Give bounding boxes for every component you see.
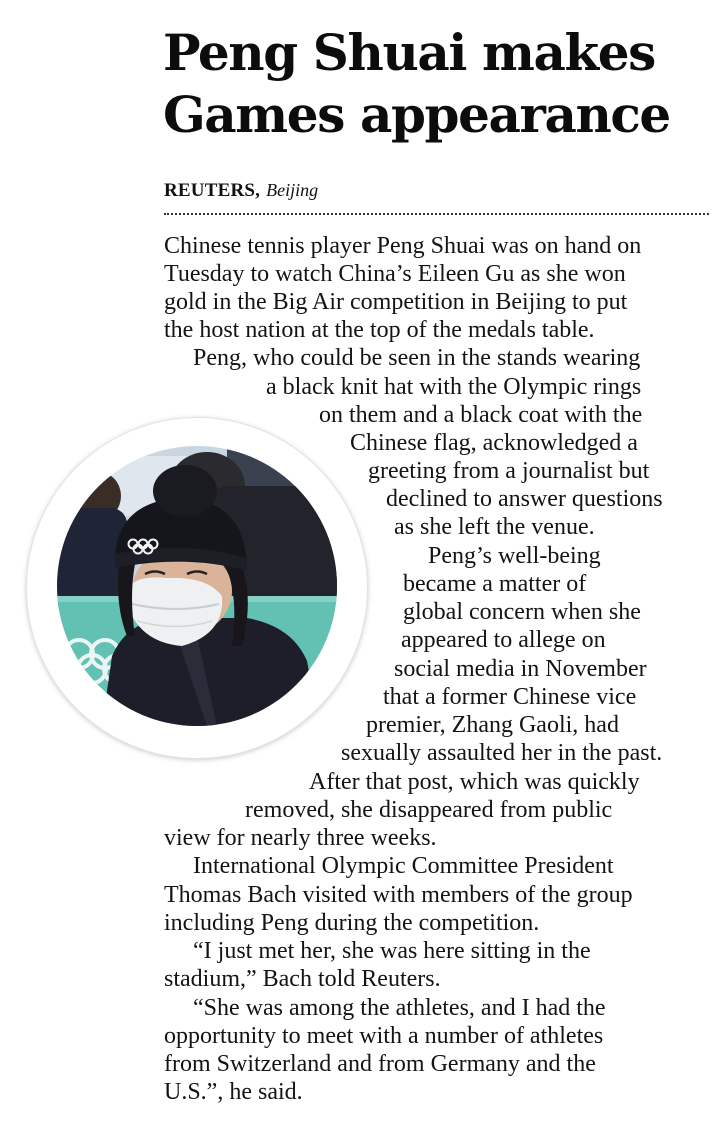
body-text-line: removed, she disappeared from public <box>245 797 613 823</box>
body-text-line: sexually assaulted her in the past. <box>341 740 663 766</box>
body-text-line: as she left the venue. <box>394 514 595 540</box>
body-text-line: gold in the Big Air competition in Beijing to put <box>164 289 628 315</box>
body-text-line: U.S.”, he said. <box>164 1079 303 1105</box>
body-text-line: declined to answer questions <box>386 486 663 512</box>
body-text-line: from Switzerland and from Germany and the <box>164 1051 596 1077</box>
body-text-line: After that post, which was quickly <box>309 769 640 795</box>
body-text-line: “I just met her, she was here sitting in the <box>193 938 591 964</box>
body-text-line: International Olympic Committee President <box>193 853 614 879</box>
body-text-line: appeared to allege on <box>401 627 606 653</box>
body-text-line: Peng’s well-being <box>428 543 601 569</box>
article-photo <box>57 446 337 726</box>
body-text-line: “She was among the athletes, and I had the <box>193 995 606 1021</box>
byline-location: Beijing <box>266 180 319 200</box>
body-text-line: Peng, who could be seen in the stands wearing <box>193 345 641 371</box>
dotted-divider <box>164 213 709 215</box>
body-text-line: a black knit hat with the Olympic rings <box>266 374 642 400</box>
headline <box>163 22 708 146</box>
body-text-line: on them and a black coat with the <box>319 402 643 428</box>
body-text-line: stadium,” Bach told Reuters. <box>164 966 441 992</box>
byline <box>164 178 318 203</box>
body-text-line: the host nation at the top of the medals table. <box>164 317 595 343</box>
body-text-line: that a former Chinese vice <box>383 684 637 710</box>
headline-line: Peng Shuai makes <box>163 23 655 82</box>
headline-line: Games appearance <box>163 85 670 144</box>
body-text-line: social media in November <box>394 656 647 682</box>
body-text-line: premier, Zhang Gaoli, had <box>366 712 619 738</box>
byline-agency: REUTERS, <box>164 180 261 201</box>
body-text-line: opportunity to meet with a number of athletes <box>164 1023 604 1049</box>
body-text-line: Chinese tennis player Peng Shuai was on hand on <box>164 233 642 259</box>
body-text-line: greeting from a journalist but <box>368 458 650 484</box>
body-text-line: including Peng during the competition. <box>164 910 540 936</box>
body-text-line: Thomas Bach visited with members of the group <box>164 882 633 908</box>
body-text-line: became a matter of <box>403 571 587 597</box>
body-text-line: view for nearly three weeks. <box>164 825 437 851</box>
body-text-line: Tuesday to watch China’s Eileen Gu as she won <box>164 261 626 287</box>
body-text-line: Chinese flag, acknowledged a <box>350 430 638 456</box>
body-text-line: global concern when she <box>403 599 641 625</box>
